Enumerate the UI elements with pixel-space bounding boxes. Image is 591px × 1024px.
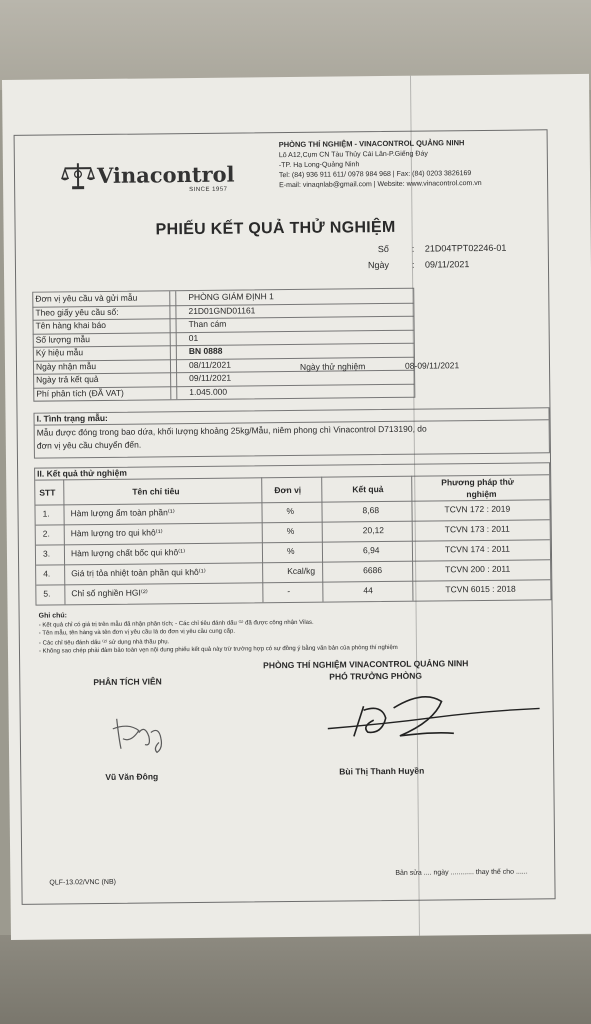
result-name: Hàm lượng tro qui khô⁽¹⁾ — [70, 527, 163, 539]
lab-org-name: PHÒNG THÍ NGHIỆM - VINACONTROL QUẢNG NINH — [278, 138, 465, 150]
lab-phone: Tel: (84) 936 911 611/ 0978 984 968 | Fax: (84) 0203 3826169 — [278, 170, 472, 180]
result-method: TCVN 173 : 2011 — [444, 523, 510, 535]
result-method: TCVN 6015 : 2018 — [445, 583, 516, 595]
result-method: TCVN 200 : 2011 — [445, 563, 511, 575]
analyst-signature — [109, 708, 179, 757]
lab-address-1: Lô A12,Cụm CN Tàu Thủy Cái Lân-P.Giếng Đáy — [278, 150, 428, 160]
section1-title: I. Tình trạng mẫu: — [36, 412, 108, 424]
result-value: 44 — [363, 585, 373, 596]
col-unit: Đơn vị — [274, 484, 302, 496]
divider — [261, 477, 263, 602]
col-stt: STT — [39, 487, 56, 498]
result-unit: % — [286, 545, 295, 557]
info-value: 01 — [188, 332, 199, 343]
colon: : — [411, 243, 415, 254]
info-label: Số lượng mẫu — [35, 333, 91, 345]
info-value: Than cám — [188, 318, 227, 330]
test-report-paper — [2, 74, 591, 940]
divider — [63, 479, 65, 604]
colon: : — [411, 259, 415, 270]
info-value: BN 0888 — [188, 345, 223, 357]
result-stt: 3. — [42, 548, 51, 559]
note-1: - Kết quả chỉ có giá trị trên mẫu đã nhận phân tích; - Các chỉ tiêu đánh dấu ⁽¹⁾ đã được công nhận Vilas. — [38, 619, 314, 629]
result-unit: Kcal/kg — [287, 565, 316, 577]
revision-note: Bản sửa .... ngày ............ thay thế cho ...... — [395, 868, 528, 877]
doc-date-value: 09/11/2021 — [424, 259, 470, 270]
section1-line2: đơn vị yêu cầu chuyển đến. — [36, 439, 142, 451]
result-value: 6,94 — [362, 545, 380, 556]
divider — [411, 476, 413, 601]
note-4: - Không sao chép phải đảm bảo toàn vẹn nội dung phiếu kết quả này trừ trường hợp có sự đồng ý bằng văn bản của phòng thí nghiệm — [38, 644, 398, 655]
analyst-name: Vũ Văn Đông — [105, 771, 159, 782]
result-stt: 5. — [43, 588, 51, 599]
deputy-head-name: Bùi Thị Thanh Huyền — [339, 765, 425, 777]
result-unit: % — [286, 525, 295, 537]
info-value: 08/11/2021 — [188, 359, 231, 370]
result-unit: % — [286, 505, 295, 517]
background-floor — [0, 935, 591, 1024]
lab-address-2: -TP. Hạ Long-Quảng Ninh — [278, 161, 360, 170]
note-3: - Các chỉ tiêu đánh dấu ⁽²⁾ sử dụng nhà thầu phụ. — [38, 639, 170, 647]
doc-date-label: Ngày — [367, 259, 390, 271]
result-value: 6686 — [363, 565, 383, 576]
col-method-2: nghiệm — [466, 488, 497, 500]
result-unit: - — [287, 586, 291, 597]
logo-since: SINCE 1957 — [189, 186, 228, 194]
result-name: Giá trị tỏa nhiệt toàn phần qui khô⁽¹⁾ — [71, 566, 206, 579]
result-method: TCVN 174 : 2011 — [444, 543, 511, 555]
lab-email: E-mail: vinaqnlab@gmail.com | Website: www.vinacontrol.com.vn — [279, 179, 482, 190]
info-label: Tên hàng khai báo — [35, 319, 107, 331]
logo-name: Vinacontrol — [96, 161, 235, 189]
note-2: - Tên mẫu, tên hàng và tên đơn vị yêu cầu là do đơn vị yêu cầu cung cấp. — [38, 628, 236, 637]
result-stt: 1. — [42, 508, 50, 519]
col-result: Kết quả — [352, 484, 384, 495]
result-name: Hàm lượng ẩm toàn phần⁽¹⁾ — [70, 507, 175, 519]
info-label: Đơn vị yêu cầu và gửi mẫu — [35, 292, 138, 304]
report-title: PHIẾU KẾT QUẢ THỬ NGHIỆM — [155, 218, 396, 239]
signer-org: PHÒNG THÍ NGHIỆM VINACONTROL QUẢNG NINH — [263, 658, 469, 671]
result-stt: 4. — [43, 568, 51, 579]
doc-number-value: 21D04TPT02246-01 — [424, 242, 507, 254]
info-label: Ngày nhận mẫu — [35, 360, 97, 372]
test-date-label: Ngày thử nghiệm — [299, 361, 366, 372]
test-date-value: 08-09/11/2021 — [404, 360, 460, 371]
section1-line1: Mẫu được đóng trong bao dứa, khối lượng khoảng 25kg/Mẫu, niêm phong chì Vinacontrol D713190, do — [36, 423, 427, 438]
result-name: Chỉ số nghiền HGI⁽²⁾ — [71, 587, 148, 599]
info-value: PHÒNG GIÁM ĐỊNH 1 — [188, 291, 274, 303]
signer-left-title: PHÂN TÍCH VIÊN — [93, 676, 162, 688]
info-label: Ký hiệu mẫu — [35, 347, 84, 358]
result-method: TCVN 172 : 2019 — [444, 503, 511, 515]
result-name: Hàm lượng chất bốc qui khô⁽¹⁾ — [70, 547, 186, 559]
info-value: 21D01GND01161 — [188, 304, 256, 316]
col-method-1: Phương pháp thử — [441, 476, 514, 488]
info-label: Theo giấy yêu cầu số: — [35, 306, 119, 318]
notes-title: Ghi chú: — [38, 612, 68, 620]
info-value: 09/11/2021 — [189, 372, 232, 384]
section2-title: II. Kết quả thử nghiệm — [37, 467, 127, 479]
form-code: QLF-13.02/VNC (NB) — [49, 878, 116, 887]
deputy-head-signature — [323, 686, 544, 748]
result-stt: 2. — [42, 528, 50, 539]
doc-number-label: Số — [377, 243, 389, 255]
info-label: Phí phân tích (ĐÃ VAT) — [36, 387, 124, 399]
signer-right-title: PHÓ TRƯỞNG PHÒNG — [329, 670, 423, 682]
result-value: 8,68 — [362, 505, 380, 516]
col-name: Tên chỉ tiêu — [132, 486, 180, 497]
divider — [321, 477, 323, 602]
info-label: Ngày trả kết quả — [36, 374, 99, 385]
info-value: 1.045.000 — [189, 386, 228, 397]
result-value: 20,12 — [362, 525, 385, 536]
